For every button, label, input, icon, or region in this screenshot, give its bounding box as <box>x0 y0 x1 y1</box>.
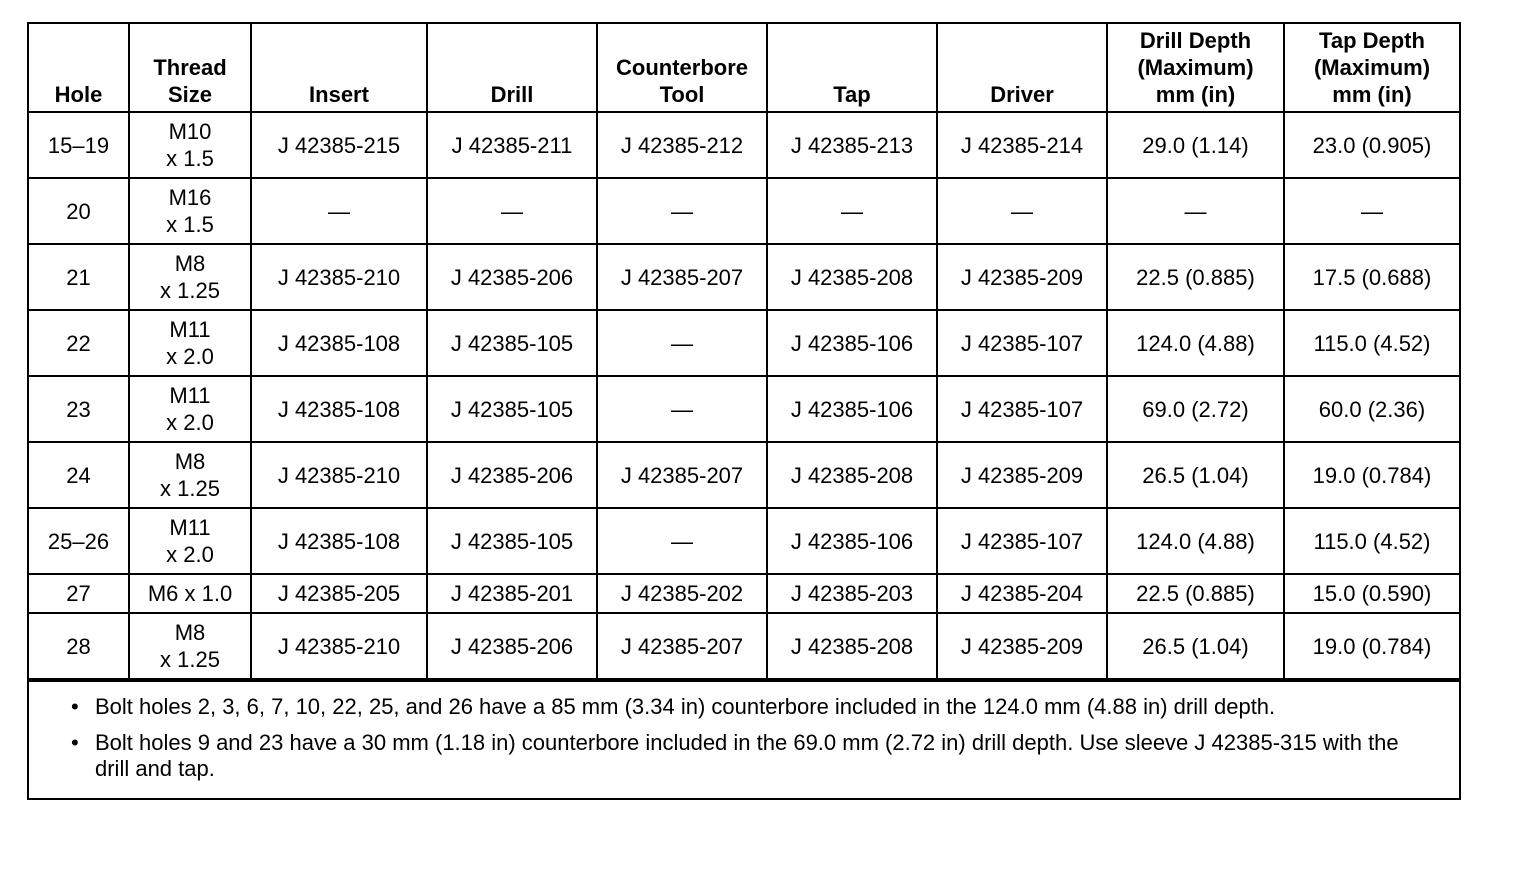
cell-insert: — <box>251 178 427 244</box>
header-drill: Drill <box>427 24 597 112</box>
cell-insert: J 42385-215 <box>251 112 427 178</box>
cell-driver: J 42385-204 <box>937 574 1107 613</box>
cell-tap-depth: 19.0 (0.784) <box>1284 613 1459 679</box>
cell-insert: J 42385-210 <box>251 442 427 508</box>
cell-counterbore-tool: J 42385-207 <box>597 244 767 310</box>
table-row <box>29 613 1459 679</box>
cell-insert: J 42385-210 <box>251 244 427 310</box>
cell-tap: J 42385-208 <box>767 244 937 310</box>
cell-tap-depth: 60.0 (2.36) <box>1284 376 1459 442</box>
header-drill-depth: Drill Depth (Maximum) mm (in) <box>1107 24 1284 112</box>
cell-hole: 24 <box>29 442 129 508</box>
table-row <box>29 244 1459 310</box>
cell-tap: J 42385-213 <box>767 112 937 178</box>
note-item <box>71 730 1429 782</box>
cell-drill-depth: — <box>1107 178 1284 244</box>
cell-tap-depth: 19.0 (0.784) <box>1284 442 1459 508</box>
table-row <box>29 376 1459 442</box>
cell-driver: J 42385-209 <box>937 442 1107 508</box>
cell-tap-depth: 23.0 (0.905) <box>1284 112 1459 178</box>
table-row <box>29 574 1459 613</box>
cell-thread-size: M11 x 2.0 <box>129 376 251 442</box>
cell-drill-depth: 29.0 (1.14) <box>1107 112 1284 178</box>
cell-tap-depth: 115.0 (4.52) <box>1284 310 1459 376</box>
tool-spec-table <box>29 24 1459 680</box>
cell-tap: — <box>767 178 937 244</box>
cell-drill: J 42385-105 <box>427 310 597 376</box>
header-hole: Hole <box>29 24 129 112</box>
cell-tap-depth: 115.0 (4.52) <box>1284 508 1459 574</box>
cell-drill: J 42385-206 <box>427 613 597 679</box>
table-row <box>29 442 1459 508</box>
bullet-icon: • <box>71 694 79 719</box>
cell-driver: J 42385-107 <box>937 376 1107 442</box>
cell-drill-depth: 124.0 (4.88) <box>1107 508 1284 574</box>
cell-drill: J 42385-206 <box>427 442 597 508</box>
cell-drill-depth: 69.0 (2.72) <box>1107 376 1284 442</box>
cell-drill-depth: 22.5 (0.885) <box>1107 574 1284 613</box>
cell-thread-size: M6 x 1.0 <box>129 574 251 613</box>
cell-driver: — <box>937 178 1107 244</box>
cell-insert: J 42385-210 <box>251 613 427 679</box>
cell-hole: 20 <box>29 178 129 244</box>
header-insert: Insert <box>251 24 427 112</box>
cell-drill: — <box>427 178 597 244</box>
cell-tap: J 42385-106 <box>767 508 937 574</box>
cell-driver: J 42385-209 <box>937 244 1107 310</box>
cell-drill-depth: 124.0 (4.88) <box>1107 310 1284 376</box>
cell-insert: J 42385-205 <box>251 574 427 613</box>
cell-hole: 23 <box>29 376 129 442</box>
cell-hole: 27 <box>29 574 129 613</box>
cell-tap: J 42385-203 <box>767 574 937 613</box>
header-row <box>29 24 1459 112</box>
cell-tap: J 42385-208 <box>767 442 937 508</box>
cell-drill: J 42385-105 <box>427 508 597 574</box>
note-text: Bolt holes 9 and 23 have a 30 mm (1.18 in) counterbore included in the 69.0 mm (2.72 in) drill depth. Use sleeve J 42385-315 with the drill and tap. <box>95 730 1399 781</box>
cell-tap: J 42385-208 <box>767 613 937 679</box>
cell-hole: 28 <box>29 613 129 679</box>
cell-drill-depth: 26.5 (1.04) <box>1107 442 1284 508</box>
header-counterbore-tool: Counterbore Tool <box>597 24 767 112</box>
cell-driver: J 42385-209 <box>937 613 1107 679</box>
table-row <box>29 112 1459 178</box>
header-driver: Driver <box>937 24 1107 112</box>
cell-drill-depth: 22.5 (0.885) <box>1107 244 1284 310</box>
cell-thread-size: M11 x 2.0 <box>129 508 251 574</box>
table-row <box>29 508 1459 574</box>
cell-driver: J 42385-107 <box>937 508 1107 574</box>
cell-thread-size: M11 x 2.0 <box>129 310 251 376</box>
header-thread-size: Thread Size <box>129 24 251 112</box>
cell-thread-size: M16 x 1.5 <box>129 178 251 244</box>
cell-drill: J 42385-201 <box>427 574 597 613</box>
cell-insert: J 42385-108 <box>251 508 427 574</box>
cell-counterbore-tool: J 42385-212 <box>597 112 767 178</box>
cell-counterbore-tool: — <box>597 178 767 244</box>
cell-hole: 25–26 <box>29 508 129 574</box>
cell-tap-depth: 17.5 (0.688) <box>1284 244 1459 310</box>
cell-counterbore-tool: — <box>597 310 767 376</box>
table-row <box>29 178 1459 244</box>
cell-counterbore-tool: — <box>597 508 767 574</box>
table-row <box>29 310 1459 376</box>
header-tap: Tap <box>767 24 937 112</box>
cell-counterbore-tool: J 42385-202 <box>597 574 767 613</box>
note-text: Bolt holes 2, 3, 6, 7, 10, 22, 25, and 26 have a 85 mm (3.34 in) counterbore included in the 124.0 mm (4.88 in) drill depth. <box>95 694 1276 719</box>
cell-driver: J 42385-214 <box>937 112 1107 178</box>
cell-thread-size: M10 x 1.5 <box>129 112 251 178</box>
cell-hole: 15–19 <box>29 112 129 178</box>
cell-tap-depth: 15.0 (0.590) <box>1284 574 1459 613</box>
spec-document <box>27 22 1461 800</box>
cell-tap-depth: — <box>1284 178 1459 244</box>
cell-insert: J 42385-108 <box>251 310 427 376</box>
cell-drill-depth: 26.5 (1.04) <box>1107 613 1284 679</box>
cell-counterbore-tool: J 42385-207 <box>597 442 767 508</box>
cell-tap: J 42385-106 <box>767 310 937 376</box>
cell-drill: J 42385-206 <box>427 244 597 310</box>
cell-hole: 22 <box>29 310 129 376</box>
cell-drill: J 42385-105 <box>427 376 597 442</box>
cell-driver: J 42385-107 <box>937 310 1107 376</box>
cell-counterbore-tool: J 42385-207 <box>597 613 767 679</box>
cell-tap: J 42385-106 <box>767 376 937 442</box>
cell-drill: J 42385-211 <box>427 112 597 178</box>
cell-insert: J 42385-108 <box>251 376 427 442</box>
bullet-icon: • <box>71 730 79 755</box>
notes-section <box>29 680 1459 798</box>
header-tap-depth: Tap Depth (Maximum) mm (in) <box>1284 24 1459 112</box>
note-item <box>71 694 1429 720</box>
cell-thread-size: M8 x 1.25 <box>129 613 251 679</box>
cell-thread-size: M8 x 1.25 <box>129 442 251 508</box>
cell-hole: 21 <box>29 244 129 310</box>
cell-counterbore-tool: — <box>597 376 767 442</box>
cell-thread-size: M8 x 1.25 <box>129 244 251 310</box>
